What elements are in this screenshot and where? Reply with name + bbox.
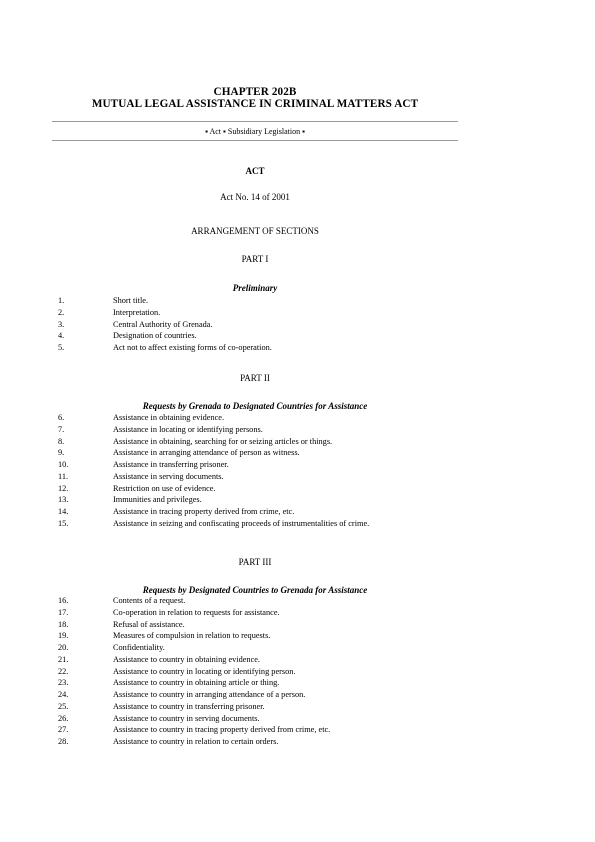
section-title: Assistance to country in serving documents. [113, 713, 260, 723]
section-title: Assistance to country in obtaining evidence. [113, 654, 261, 664]
section-number: 27. [58, 725, 69, 735]
part-heading: Requests by Grenada to Designated Countries for Assistance [142, 401, 368, 411]
part-label: PART I [241, 254, 269, 264]
section-row [58, 343, 478, 355]
document-nav [52, 127, 458, 136]
section-title: Assistance to country in arranging attendance of a person. [113, 690, 306, 699]
section-title: Interpretation. [113, 307, 161, 317]
section-list-part-2 [58, 413, 478, 531]
chapter-number: CHAPTER 202B [213, 86, 297, 98]
section-row [58, 631, 478, 643]
section-row [58, 296, 478, 308]
section-title: Assistance in transferring prisoner. [113, 460, 229, 469]
section-title: Assistance in tracing property derived from crime, etc. [113, 507, 295, 516]
section-number: 15. [58, 518, 69, 528]
section-title: Assistance in locating or identifying persons. [113, 424, 263, 434]
part-label: PART III [238, 557, 272, 567]
section-number: 11. [58, 471, 69, 481]
section-number: 1. [58, 296, 65, 305]
section-number: 9. [58, 448, 65, 458]
section-number: 16. [58, 596, 69, 605]
section-title: Short title. [113, 296, 149, 305]
section-title: Assistance in obtaining, searching for or seizing articles or things. [113, 436, 333, 446]
section-title: Assistance to country in tracing property derived from crime, etc. [113, 725, 331, 735]
section-number: 12. [58, 483, 69, 493]
section-row [58, 495, 478, 507]
section-title: Refusal of assistance. [113, 619, 185, 629]
section-number: 19. [58, 631, 69, 641]
section-title: Co-operation in relation to requests for assistance. [113, 607, 280, 617]
nav-bullet: ▪ [302, 127, 305, 136]
arrangement-heading: ARRANGEMENT OF SECTIONS [191, 226, 319, 236]
section-row [58, 655, 478, 667]
section-number: 10. [58, 460, 69, 469]
section-row [58, 320, 478, 332]
section-title: Assistance to country in relation to certain orders. [113, 737, 279, 746]
section-title: Immunities and privileges. [113, 495, 202, 505]
section-row [58, 460, 478, 472]
section-row [58, 484, 478, 496]
section-title: Restriction on use of evidence. [113, 483, 216, 493]
section-title: Contents of a request. [113, 596, 186, 605]
section-row [58, 472, 478, 484]
part-heading: Requests by Designated Countries to Grenada for Assistance [142, 585, 368, 595]
section-row [58, 702, 478, 714]
section-number: 3. [58, 319, 65, 329]
section-row [58, 437, 478, 449]
section-row [58, 643, 478, 655]
section-title: Confidentiality. [113, 643, 165, 652]
section-title: Assistance to country in locating or identifying person. [113, 666, 296, 676]
section-title: Act not to affect existing forms of co-operation. [113, 343, 272, 352]
section-number: 8. [58, 436, 65, 446]
section-row [58, 448, 478, 460]
section-row [58, 425, 478, 437]
section-number: 17. [58, 607, 69, 617]
part-heading: Preliminary [232, 283, 278, 293]
section-number: 5. [58, 343, 65, 352]
section-row [58, 714, 478, 726]
section-row [58, 678, 478, 690]
section-title: Assistance to country in transferring prisoner. [113, 701, 265, 711]
nav-link-subsidiary-legislation[interactable]: Subsidiary Legislation [227, 127, 301, 136]
section-number: 13. [58, 495, 69, 505]
section-title: Assistance in seizing and confiscating proceeds of instrumentalities of crime. [113, 518, 370, 528]
section-title: Central Authority of Grenada. [113, 319, 213, 329]
section-number: 4. [58, 331, 65, 341]
act-heading: ACT [245, 166, 265, 176]
section-row [58, 667, 478, 679]
section-title: Assistance in arranging attendance of person as witness. [113, 448, 300, 458]
section-number: 21. [58, 654, 69, 664]
section-number: 24. [58, 690, 69, 699]
section-title: Designation of countries. [113, 331, 197, 341]
act-title: MUTUAL LEGAL ASSISTANCE IN CRIMINAL MATTERS ACT [91, 98, 419, 110]
section-row [58, 308, 478, 320]
section-number: 18. [58, 619, 69, 629]
section-number: 28. [58, 737, 69, 746]
section-list-part-3 [58, 596, 478, 749]
section-number: 20. [58, 643, 69, 652]
section-row [58, 331, 478, 343]
section-number: 23. [58, 678, 69, 688]
section-title: Measures of compulsion in relation to requests. [113, 631, 271, 641]
section-list-part-1 [58, 296, 478, 355]
section-row [58, 620, 478, 632]
section-row [58, 413, 478, 425]
section-title: Assistance to country in obtaining article or thing. [113, 678, 280, 688]
top-divider [52, 121, 458, 122]
section-row [58, 507, 478, 519]
part-label: PART II [240, 373, 270, 383]
section-number: 22. [58, 666, 69, 676]
section-number: 2. [58, 307, 65, 317]
section-title: Assistance in serving documents. [113, 471, 224, 481]
section-number: 26. [58, 713, 69, 723]
section-number: 25. [58, 701, 69, 711]
section-number: 6. [58, 413, 65, 422]
section-row [58, 608, 478, 620]
section-number: 14. [58, 507, 69, 516]
section-row [58, 690, 478, 702]
nav-link-act[interactable]: Act [209, 127, 222, 136]
nav-bullet: ▪ [205, 127, 208, 136]
section-number: 7. [58, 424, 65, 434]
section-title: Assistance in obtaining evidence. [113, 413, 225, 422]
section-row [58, 596, 478, 608]
section-row [58, 519, 478, 531]
nav-bullet: ▪ [223, 127, 226, 136]
act-number: Act No. 14 of 2001 [220, 192, 290, 202]
section-row [58, 725, 478, 737]
bottom-divider [52, 140, 458, 141]
section-row [58, 737, 478, 749]
